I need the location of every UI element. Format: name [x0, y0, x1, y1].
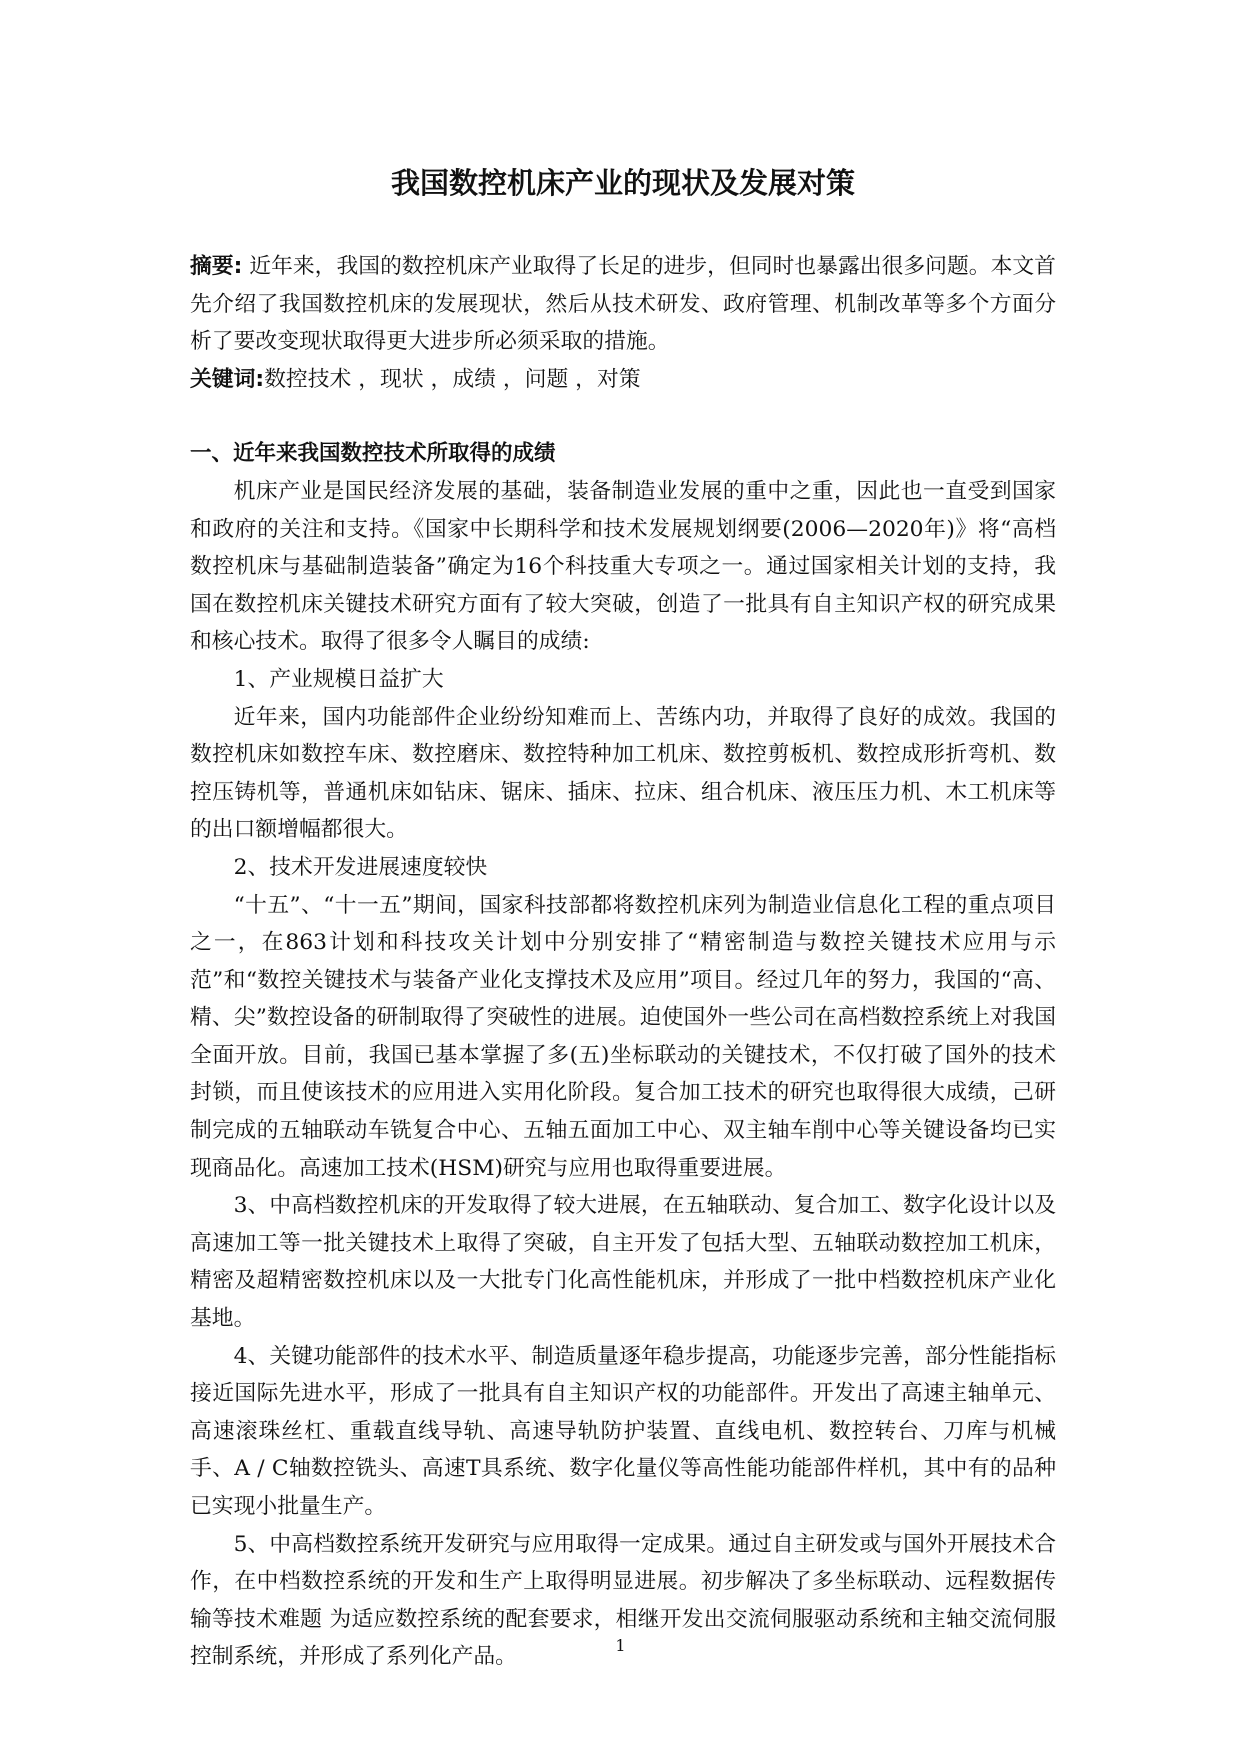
subheading-tech-development: 2、技术开发进展速度较快	[233, 854, 488, 880]
section-heading: 一、近年来我国数控技术所取得的成绩	[190, 441, 556, 467]
subheading-industry-scale: 1、产业规模日益扩大	[233, 666, 444, 692]
page-content	[190, 160, 1056, 1676]
body-paragraph: 5、中高档数控系统开发研究与应用取得一定成果。通过自主研发或与国外开展技术合作，在中档数控系统的开发和生产上取得明显进展。初步解决了多坐标联动、远程数据传输等技术难题 为适应数控系统的配套要求，相继开发出交流伺服驱动系统和主轴交流伺服控制系统，并形成了系列化产品。	[190, 1531, 1056, 1670]
abstract-text: 近年来，我国的数控机床产业取得了长足的进步，但同时也暴露出很多问题。本文首先介绍了我国数控机床的发展现状，然后从技术研发、政府管理、机制改革等多个方面分析了要改变现状取得更大进步所必须采取的措施。	[190, 254, 1056, 355]
keywords-label: 关键词:	[190, 366, 265, 392]
document-title: 我国数控机床产业的现状及发展对策	[390, 166, 855, 200]
body-paragraph: 4、关键功能部件的技术水平、制造质量逐年稳步提高，功能逐步完善，部分性能指标接近国际先进水平，形成了一批具有自主知识产权的功能部件。开发出了高速主轴单元、高速滚珠丝杠、重载直线导轨、高速导轨防护装置、直线电机、数控转台、刀库与机械手、A / C轴数控铣头、高速T具系统、数字化量仪等高性能功能部件样机，其中有的品种已实现小批量生产。	[190, 1343, 1056, 1519]
body-paragraph: “十五”、“十一五”期间，国家科技部都将数控机床列为制造业信息化工程的重点项目之一，在863计划和科技攻关计划中分别安排了“精密制造与数控关键技术应用与示范”和“数控关键技术与装备产业化支撑技术及应用”项目。经过几年的努力，我国的“高、精、尖”数控设备的研制取得了突破性的进展。迫使国外一些公司在高档数控系统上对我国全面开放。目前，我国已基本掌握了多(五)坐标联动的关键技术，不仅打破了国外的技术封锁，而且使该技术的应用进入实用化阶段。复合加工技术的研究也取得很大成绩，己研制完成的五轴联动车铣复合中心、五轴五面加工中心、双主轴车削中心等关键设备均已实现商品化。高速加工技术(HSM)研究与应用也取得重要进展。	[190, 892, 1056, 1181]
page-number: 1	[615, 1636, 626, 1655]
body-paragraph: 近年来，国内功能部件企业纷纷知难而上、苦练内功，并取得了良好的成效。我国的数控机床如数控车床、数控磨床、数控特种加工机床、数控剪板机、数控成形折弯机、数控压铸机等，普通机床如钻床、锯床、插床、拉床、组合机床、液压压力机、木工机床等的出口额增幅都很大。	[190, 704, 1056, 843]
keywords	[190, 361, 1056, 399]
abstract	[190, 248, 1056, 361]
body-paragraph: 3、中高档数控机床的开发取得了较大进展，在五轴联动、复合加工、数字化设计以及高速加工等一批关键技术上取得了突破，自主开发了包括大型、五轴联动数控加工机床，精密及超精密数控机床以及一大批专门化高性能机床，并形成了一批中档数控机床产业化基地。	[190, 1193, 1056, 1332]
keywords-text: 数控技术 ，现状 ，成绩 ，问题 ，对策	[264, 366, 641, 392]
abstract-label: 摘要:	[190, 254, 243, 279]
body-paragraph: 机床产业是国民经济发展的基础，装备制造业发展的重中之重，因此也一直受到国家和政府的关注和支持。《国家中长期科学和技术发展规划纲要(2006—2020年)》将“高档数控机床与基础制造装备”确定为16个科技重大专项之一。通过国家相关计划的支持，我国在数控机床关键技术研究方面有了较大突破，创造了一批具有自主知识产权的研究成果和核心技术。取得了很多令人瞩目的成绩:	[190, 478, 1056, 655]
abstract-block	[190, 248, 1056, 398]
